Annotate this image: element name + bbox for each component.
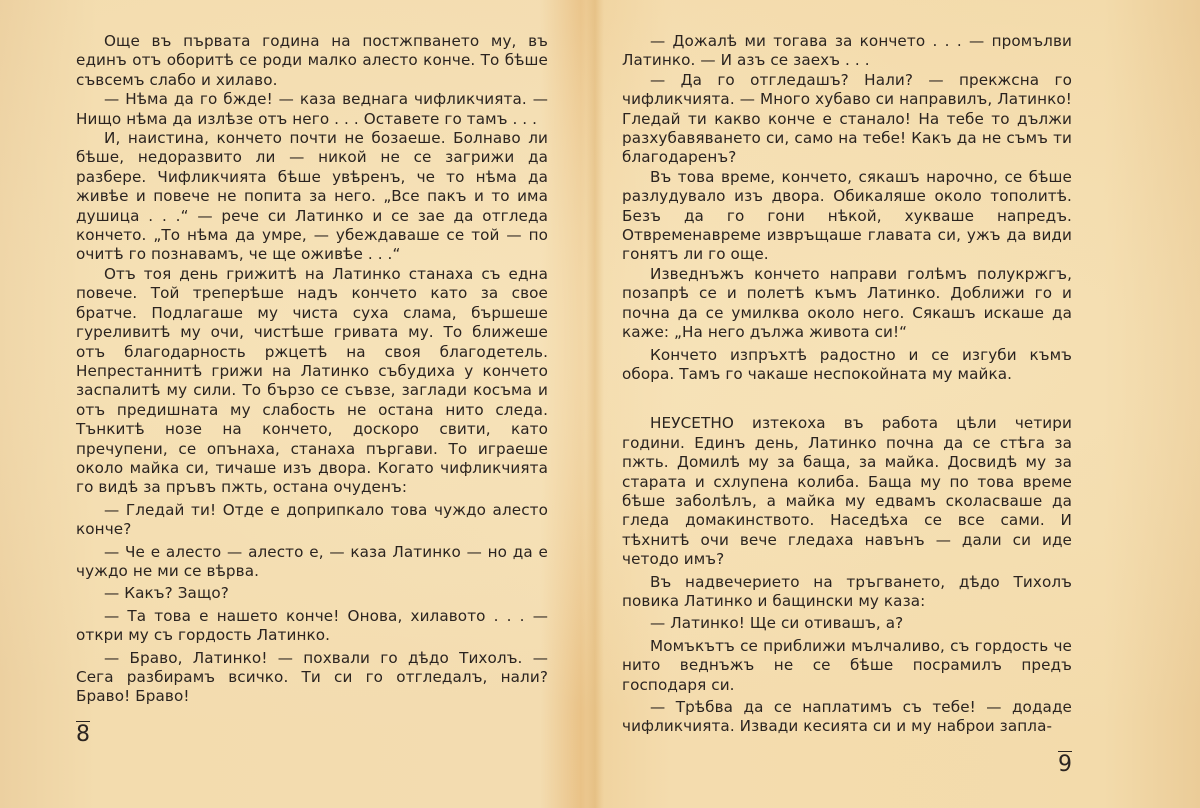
paragraph: — Да го отгледашъ? Нали? — прекжсна го чифликчията. — Много хубаво си направилъ, Латинко! Гледай ти какво конче е станало! На тебе то дължи разхубавяването си, само на тебе! Какъ да не съмъ ти благодаренъ? bbox=[622, 70, 1072, 167]
paragraph: Момъкътъ се приближи мълчаливо, съ гордость че нито веднъжъ не се бѣше посрамилъ предъ господаря си. bbox=[622, 636, 1072, 694]
left-page-text bbox=[76, 32, 548, 707]
paragraph: — Трѣбва да се наплатимъ съ тебе! — додаде чифликчията. Извади кесията си и му наброи запла- bbox=[622, 698, 1072, 736]
paragraph: Въ надвечерието на тръгването, дѣдо Тихолъ повика Латинко и бащински му каза: bbox=[622, 572, 1072, 610]
paragraph: — Латинко! Ще си отивашъ, а? bbox=[650, 614, 904, 633]
paragraph: НЕУСЕТНО изтекоха въ работа цѣли четири години. Единъ день, Латинко почна да се стѣга за пжть. Домилѣ му за баща, за майка. Досвидѣ му за старата и схлупена колиба. Баща му по това време бѣше заболѣлъ, а майка му едвамъ сколасваше да гледа домакинството. Наседѣха се все сами. И тѣхнитѣ очи вече гледаха навънъ — дали си иде четодо имъ? bbox=[622, 414, 1072, 569]
paragraph: Кончето изпръхтѣ радостно и се изгуби къмъ обора. Тамъ го чакаше неспокойната му майка. bbox=[622, 345, 1072, 383]
paragraph: — Гледай ти! Отде е доприпкало това чуждо алесто конче? bbox=[76, 500, 548, 539]
paragraph: Още въ първата година на постжпването му, въ единъ отъ оборитѣ се роди малко алесто конче. То бѣше съвсемъ слабо и хилаво. bbox=[76, 32, 548, 89]
paragraph: — Браво, Латинко! — похвали го дѣдо Тихолъ. — Сега разбирамъ всичко. Ти си го отгледалъ, нали? Браво! Браво! bbox=[76, 648, 548, 706]
page-number: 9 bbox=[1058, 751, 1072, 777]
paragraph: Отъ тоя день грижитѣ на Латинко станаха съ една повече. Той треперѣше надъ кончето като за свое братче. Подлагаше му чиста суха слама, бършеше гурeливитѣ му очи, чистѣше гривата му. То ближеше отъ благодарность ржцетѣ на своя благодетель. Непрестаннитѣ грижи на Латинко събудиха у кончето заспалитѣ му сили. То бързо се съвзе, заглади косъма и отъ предишната му слабость не остана нито следа. Тънкитѣ нозе на кончето, доскоро свити, като пречупени, се опънаха, станаха пъргави. То играеше около майка си, тичаше изъ двора. Когато чифликчията го видѣ за пръвъ пжть, остана очуденъ: bbox=[76, 264, 548, 497]
right-page bbox=[600, 0, 1200, 808]
paragraph: — Че е алесто — алесто е, — каза Латинко — но да е чуждо не ми се вѣрва. bbox=[76, 542, 548, 580]
right-page-text bbox=[622, 32, 1072, 737]
paragraph: — Нѣма да го бжде! — каза веднага чифликчията. — Нищо нѣма да излѣзе отъ него . . . Оставете го тамъ . . . bbox=[76, 90, 548, 128]
paragraph: — Дожалѣ ми тогава за кончето . . . — промълви Латинко. — И азъ се заехъ . . . bbox=[622, 32, 1072, 70]
paragraph: Въ това време, кончето, сякашъ нарочно, се бѣше разлудувало изъ двора. Обикаляше около тополитѣ. Безъ да го гони нѣкой, хукваше напредъ. Отвременавреме извръщаше главата си, ужъ да види гонятъ ли го още. bbox=[622, 167, 1072, 264]
paragraph: — Та това е нашето конче! Онова, хилавото . . . — откри му съ гордость Латинко. bbox=[76, 606, 548, 645]
page-number: 8 bbox=[76, 721, 90, 747]
paragraph: Изведнъжъ кончето направи голѣмъ полукржгъ, позапрѣ се и полетѣ къмъ Латинко. Доближи го и почна да се умилква около него. Сякашъ искаше да каже: „На него дължа живота си!“ bbox=[622, 264, 1072, 342]
paragraph: — Какъ? Защо? bbox=[104, 584, 229, 603]
paragraph: И, наистина, кончето почти не бозаеше. Болнаво ли бѣше, недоразвито ли — никой не се загрижи да разбере. Чифликчията бѣше увѣренъ, че то нѣма да живѣе и повече не попита за него. „Все пакъ и то има душица . . .“ — рече си Латинко и се зае да отгледа кончето. „То нѣма да умре, — убеждаваше се той — по очитѣ го познавамъ, че ще оживѣе . . .“ bbox=[76, 129, 548, 264]
